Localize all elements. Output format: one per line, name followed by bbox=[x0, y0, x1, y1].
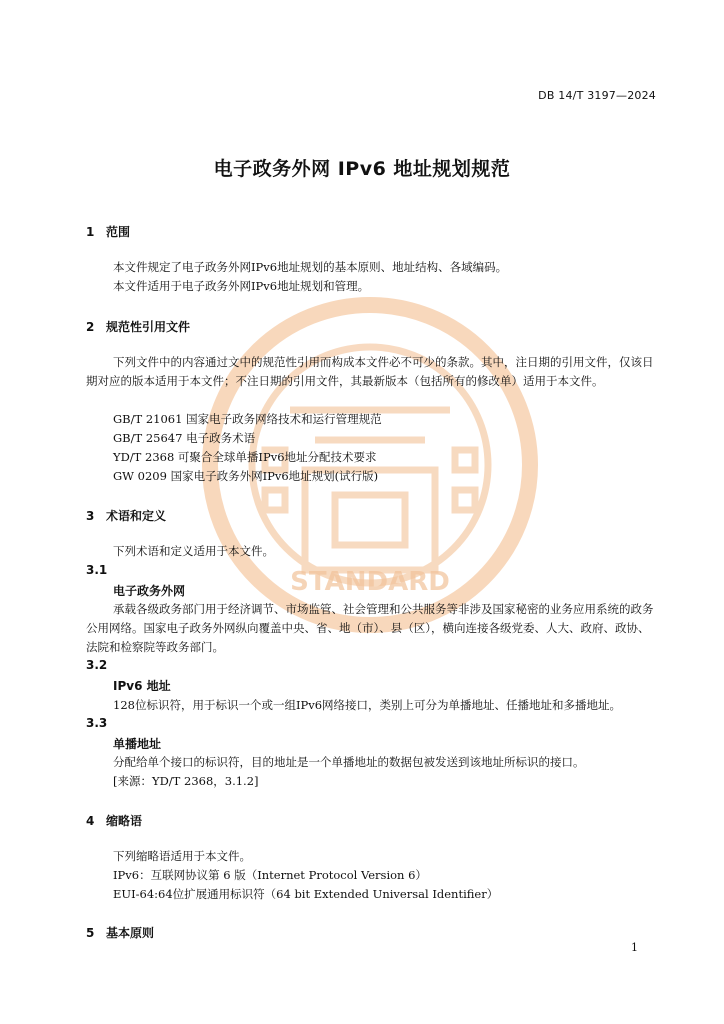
watermark-text: STANDARD bbox=[290, 567, 450, 597]
section-title: 术语和定义 bbox=[106, 509, 167, 523]
section-number: 4 bbox=[86, 814, 95, 828]
term-title: IPv6 地址 bbox=[113, 679, 171, 693]
section-heading-basic-principles bbox=[86, 924, 154, 941]
term-number: 3.1 bbox=[86, 563, 108, 577]
watermark-seal bbox=[195, 290, 545, 640]
section-title: 缩略语 bbox=[106, 814, 143, 828]
section-number: 1 bbox=[86, 225, 95, 239]
paragraph: 下列术语和定义适用于本文件。 bbox=[113, 544, 274, 558]
section-number: 5 bbox=[86, 926, 95, 940]
section-heading-terms bbox=[86, 507, 166, 524]
section-heading-scope bbox=[86, 223, 130, 240]
section-heading-normative-references bbox=[86, 318, 190, 335]
abbreviation-item: IPv6：互联网协议第 6 版（Internet Protocol Version 6） bbox=[113, 868, 427, 882]
term-definition: 128位标识符，用于标识一个或一组IPv6网络接口，类别上可分为单播地址、任播地址和多播地址。 bbox=[113, 698, 622, 712]
paragraph: 本文件适用于电子政务外网IPv6地址规划和管理。 bbox=[113, 279, 370, 293]
reference-item: YD/T 2368 可聚合全球单播IPv6地址分配技术要求 bbox=[113, 450, 377, 464]
reference-item: GB/T 25647 电子政务术语 bbox=[113, 431, 256, 445]
document-title: 电子政务外网 IPv6 地址规划规范 bbox=[213, 158, 511, 180]
term-title: 电子政务外网 bbox=[113, 584, 186, 598]
term-source: [来源：YD/T 2368，3.1.2] bbox=[113, 774, 259, 788]
term-definition: 承载各级政务部门用于经济调节、市场监管、社会管理和公共服务等非涉及国家秘密的业务应用系统的政务公用网络。国家电子政务外网纵向覆盖中央、省、地（市）、县（区），横向连接各级党委、人大、政府、政协、法院和检察院等政务部门。 bbox=[86, 602, 654, 654]
section-number: 3 bbox=[86, 509, 95, 523]
term-number: 3.2 bbox=[86, 658, 108, 672]
section-heading-abbreviations bbox=[86, 812, 142, 829]
paragraph: 本文件规定了电子政务外网IPv6地址规划的基本原则、地址结构、各域编码。 bbox=[113, 260, 508, 274]
term-number: 3.3 bbox=[86, 716, 108, 730]
term-title: 单播地址 bbox=[113, 737, 162, 751]
term-definition: 分配给单个接口的标识符，目的地址是一个单播地址的数据包被发送到该地址所标识的接口。 bbox=[113, 755, 585, 769]
standard-number: DB 14/T 3197—2024 bbox=[538, 89, 656, 102]
paragraph: 下列缩略语适用于本文件。 bbox=[113, 849, 251, 863]
paragraph: 下列文件中的内容通过文中的规范性引用而构成本文件必不可少的条款。其中，注日期的引用文件，仅该日期对应的版本适用于本文件；不注日期的引用文件，其最新版本（包括所有的修改单）适用于本文件。 bbox=[86, 355, 654, 388]
section-title: 基本原则 bbox=[106, 926, 155, 940]
abbreviation-item: EUI-64:64位扩展通用标识符（64 bit Extended Universal Identifier） bbox=[113, 887, 499, 901]
page-number: 1 bbox=[631, 941, 638, 954]
section-title: 规范性引用文件 bbox=[106, 320, 191, 334]
section-title: 范围 bbox=[106, 225, 131, 239]
section-number: 2 bbox=[86, 320, 95, 334]
reference-item: GB/T 21061 国家电子政务网络技术和运行管理规范 bbox=[113, 412, 382, 426]
reference-item: GW 0209 国家电子政务外网IPv6地址规划(试行版) bbox=[113, 469, 379, 483]
